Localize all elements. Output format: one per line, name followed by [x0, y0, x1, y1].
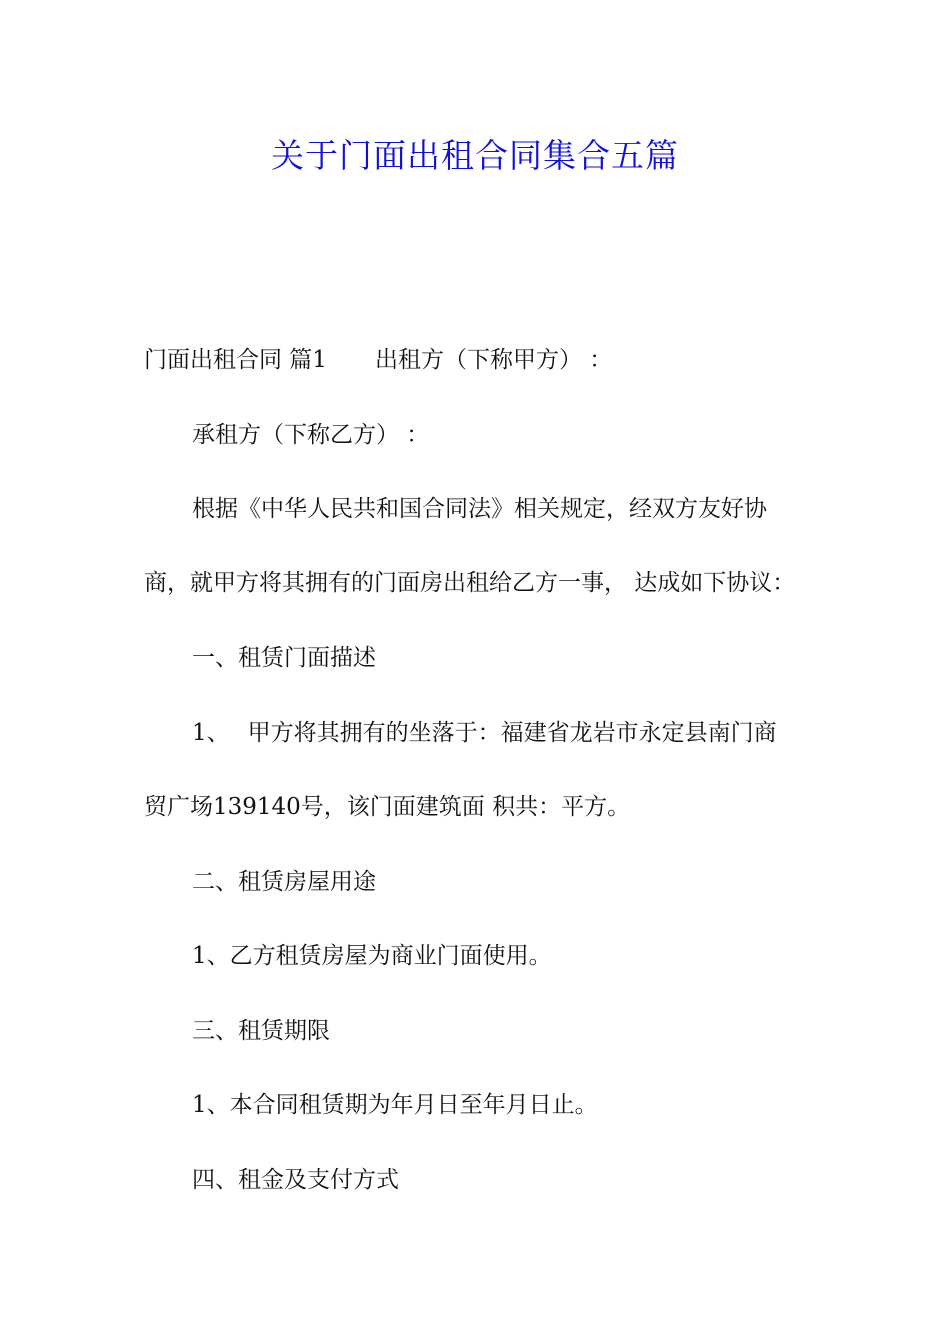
clause-line: 1、乙方租赁房屋为商业门面使用。: [192, 943, 552, 969]
contract-section-heading: 门面出租合同 篇1: [144, 347, 327, 373]
paragraph-line: 根据《中华人民共和国合同法》相关规定，经双方友好协: [192, 496, 767, 522]
document-title: 关于门面出租合同集合五篇: [271, 136, 679, 175]
section-heading: 二、租赁房屋用途: [192, 869, 376, 895]
clause-number: 1、: [192, 720, 230, 746]
lessor-label: 出租方（下称甲方） ：: [374, 347, 613, 373]
clause-text: 甲方将其拥有的坐落于：福建省龙岩市永定县南门商: [247, 720, 777, 746]
section-heading: 四、租金及支付方式: [192, 1167, 399, 1193]
lessee-label: 承租方（下称乙方） ：: [192, 422, 430, 448]
paragraph-line: 贸广场139140号，该门面建筑面 积共：平方。: [144, 794, 631, 820]
section-heading: 一、租赁门面描述: [192, 645, 376, 671]
line-heading-lessor: [144, 345, 612, 375]
section-heading: 三、租赁期限: [192, 1018, 330, 1044]
clause-line: [192, 718, 777, 748]
paragraph-line: 商，就甲方将其拥有的门面房出租给乙方一事， 达成如下协议：: [144, 570, 796, 596]
clause-line: 1、本合同租赁期为年月日至年月日止。: [192, 1092, 598, 1118]
